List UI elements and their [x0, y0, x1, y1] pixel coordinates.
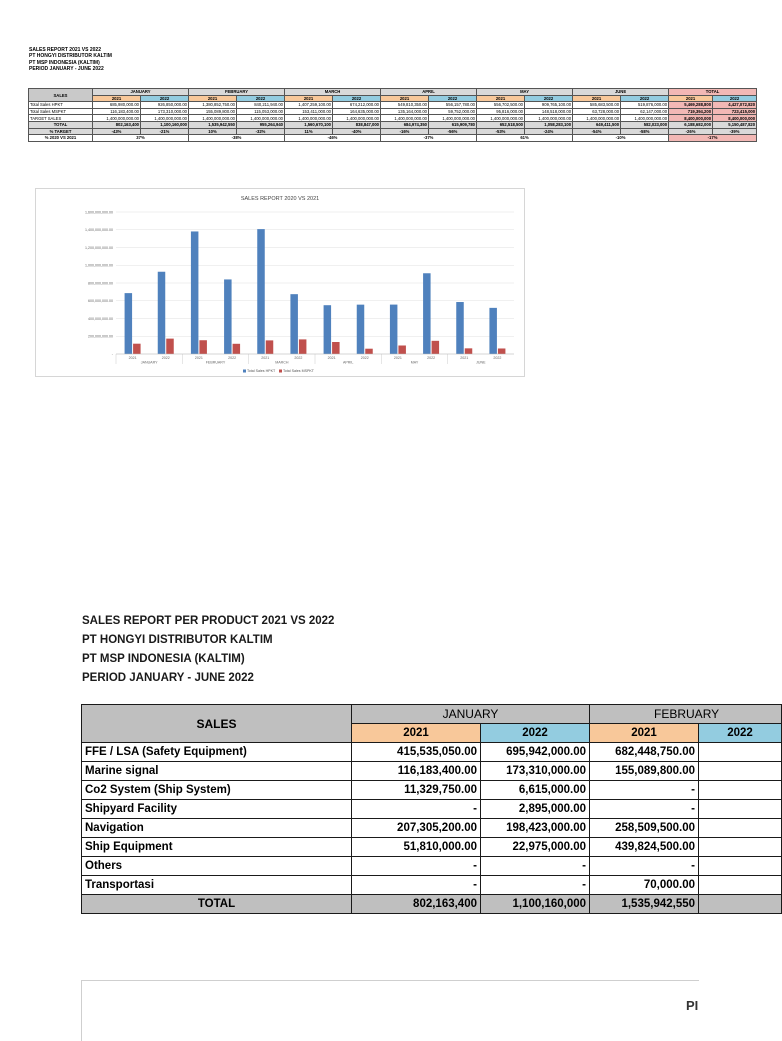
- summary-cell: 1,400,000,000.00: [525, 115, 573, 122]
- chart-bar: [398, 345, 406, 354]
- chart-bar: [125, 293, 133, 354]
- product-year-2021-header: 2021: [352, 724, 481, 743]
- chart-bar: [432, 341, 440, 354]
- sales-chart: [35, 188, 525, 377]
- chart-ytick-label: 1,000,000,000.00: [85, 263, 113, 268]
- product-value: 11,329,750.00: [352, 781, 481, 800]
- chart-bar: [332, 342, 340, 354]
- summary-cell: 135,164,000.00: [381, 108, 429, 115]
- next-page-box: [81, 980, 699, 1041]
- product-table: [81, 704, 782, 914]
- chart-group-label: MARCH: [275, 360, 289, 365]
- product-row: [82, 800, 782, 819]
- product-value: 51,810,000.00: [352, 838, 481, 857]
- summary-month-header: APRIL: [381, 89, 477, 96]
- product-value: -: [352, 800, 481, 819]
- summary-cell: 719,394,200: [669, 108, 713, 115]
- summary-month-header: MAY: [477, 89, 573, 96]
- product-value-cropped: [699, 781, 782, 800]
- summary-cell: -43%: [93, 128, 141, 135]
- summary-month-header: FEBRUARY: [189, 89, 285, 96]
- summary-cell: 1,100,160,000: [141, 121, 189, 128]
- summary-month-header: JUNE: [573, 89, 669, 96]
- chart-legend-label: Total Sales MSPKT: [283, 369, 314, 373]
- summary-cell: 1,535,942,550: [189, 121, 237, 128]
- chart-xtick-label: 2021: [327, 356, 336, 360]
- product-total-cropped: [699, 895, 782, 914]
- summary-cell: 926,850,000.00: [141, 102, 189, 109]
- year-2022-header: 2022: [621, 95, 669, 102]
- summary-cell: 556,157,780.00: [429, 102, 477, 109]
- summary-cell: 1,400,000,000.00: [189, 115, 237, 122]
- summary-cell: 549,810,350.00: [381, 102, 429, 109]
- product-sales-header: SALES: [82, 705, 352, 743]
- summary-cell: 1,407,259,100.00: [285, 102, 333, 109]
- product-month-header-february: FEBRUARY: [590, 705, 782, 724]
- product-value: 695,942,000.00: [481, 743, 590, 762]
- product-name: Co2 System (Ship System): [82, 781, 352, 800]
- summary-cell: 674,212,000.00: [333, 102, 381, 109]
- growth-cell: -37%: [381, 135, 477, 142]
- summary-cell: -21%: [141, 128, 189, 135]
- product-report-period: PERIOD JANUARY - JUNE 2022: [82, 672, 254, 684]
- product-name: Ship Equipment: [82, 838, 352, 857]
- chart-bar: [257, 229, 265, 354]
- chart-title: SALES REPORT 2020 VS 2021: [240, 196, 320, 202]
- product-report-header: [82, 612, 334, 688]
- year-2021-header: 2021: [573, 95, 621, 102]
- summary-cell: -24%: [525, 128, 573, 135]
- summary-row-label: Total Sales MSPKT: [29, 108, 93, 115]
- summary-row-label: TOTAL: [29, 121, 93, 128]
- chart-bar: [266, 340, 274, 354]
- product-value: 682,448,750.00: [590, 743, 699, 762]
- product-value-cropped: [699, 743, 782, 762]
- chart-xtick-label: 2021: [261, 356, 270, 360]
- product-value-cropped: [699, 800, 782, 819]
- summary-cell: 1,400,000,000.00: [573, 115, 621, 122]
- product-year-2021-header: 2021: [590, 724, 699, 743]
- chart-bar: [166, 339, 174, 354]
- summary-cell: -39%: [713, 128, 757, 135]
- chart-bar: [324, 305, 332, 354]
- chart-xtick-label: 2022: [161, 356, 170, 360]
- report-period: PERIOD JANUARY - JUNE 2022: [29, 66, 104, 73]
- summary-cell: 59,752,000.00: [429, 108, 477, 115]
- product-value: 6,615,000.00: [481, 781, 590, 800]
- product-value: -: [481, 857, 590, 876]
- year-2021-header: 2021: [93, 95, 141, 102]
- summary-cell: 582,023,000: [621, 121, 669, 128]
- summary-cell: 519,876,000.00: [621, 102, 669, 109]
- summary-cell: 5,150,487,820: [713, 121, 757, 128]
- summary-cell: 955,264,940: [237, 121, 285, 128]
- summary-cell: 164,635,000.00: [333, 108, 381, 115]
- chart-canvas: [36, 189, 524, 376]
- product-value: 198,423,000.00: [481, 819, 590, 838]
- product-value-cropped: [699, 857, 782, 876]
- product-value: -: [590, 781, 699, 800]
- year-2021-header: 2021: [381, 95, 429, 102]
- chart-legend-swatch: [279, 370, 282, 373]
- product-name: Shipyard Facility: [82, 800, 352, 819]
- product-total-value: 1,100,160,000: [481, 895, 590, 914]
- growth-cell: -46%: [285, 135, 381, 142]
- summary-cell: -54%: [573, 128, 621, 135]
- summary-sales-header: SALES: [29, 89, 93, 102]
- chart-bar: [290, 294, 298, 354]
- product-row: [82, 819, 782, 838]
- chart-xtick-label: 2022: [228, 356, 237, 360]
- summary-cell: 556,702,500.00: [477, 102, 525, 109]
- product-value: -: [481, 876, 590, 895]
- year-2022-header: 2022: [429, 95, 477, 102]
- product-name: Transportasi: [82, 876, 352, 895]
- product-value: -: [352, 876, 481, 895]
- summary-cell: -53%: [477, 128, 525, 135]
- product-total-row: [82, 895, 782, 914]
- chart-ytick-label: 800,000,000.00: [88, 281, 113, 286]
- product-name: FFE / LSA (Safety Equipment): [82, 743, 352, 762]
- growth-cell: -38%: [189, 135, 285, 142]
- chart-legend-swatch: [243, 370, 246, 373]
- summary-cell: 802,163,400: [93, 121, 141, 128]
- summary-cell: 155,089,800.00: [189, 108, 237, 115]
- summary-cell: 4,427,072,820: [713, 102, 757, 109]
- summary-cell: 1,400,000,000.00: [285, 115, 333, 122]
- chart-xtick-label: 2022: [493, 356, 502, 360]
- summary-row: [29, 121, 757, 128]
- product-year-2022-header: 2022: [481, 724, 590, 743]
- chart-bar: [133, 344, 141, 354]
- year-2021-header: 2021: [477, 95, 525, 102]
- product-value: -: [590, 800, 699, 819]
- chart-bar: [390, 305, 398, 354]
- chart-bar: [199, 340, 207, 354]
- growth-row: [29, 135, 757, 142]
- summary-cell: 1,560,670,100: [285, 121, 333, 128]
- product-name: Others: [82, 857, 352, 876]
- summary-cell: -58%: [621, 128, 669, 135]
- summary-cell: 6,188,682,000: [669, 121, 713, 128]
- summary-cell: -40%: [333, 128, 381, 135]
- summary-cell: 838,847,000: [333, 121, 381, 128]
- year-2022-header: 2022: [333, 95, 381, 102]
- summary-cell: 652,518,500: [477, 121, 525, 128]
- growth-cell: -10%: [573, 135, 669, 142]
- year-2022-header: 2022: [525, 95, 573, 102]
- chart-bar: [465, 348, 473, 354]
- chart-bar: [233, 344, 241, 354]
- growth-cell: 37%: [93, 135, 189, 142]
- product-partner-name: PT MSP INDONESIA (KALTIM): [82, 653, 245, 665]
- summary-cell: 1,400,000,000.00: [333, 115, 381, 122]
- product-value: -: [590, 857, 699, 876]
- summary-cell: 1,380,852,750.00: [189, 102, 237, 109]
- chart-xtick-label: 2021: [393, 356, 402, 360]
- growth-cell: 61%: [477, 135, 573, 142]
- product-value: 22,975,000.00: [481, 838, 590, 857]
- summary-cell: -16%: [381, 128, 429, 135]
- summary-cell: 1,400,000,000.00: [381, 115, 429, 122]
- chart-bar: [456, 302, 464, 354]
- chart-bar: [191, 231, 199, 354]
- product-row: [82, 781, 782, 800]
- product-value: 173,310,000.00: [481, 762, 590, 781]
- summary-cell: 685,980,000.00: [93, 102, 141, 109]
- product-value: 2,895,000.00: [481, 800, 590, 819]
- product-company-name: PT HONGYI DISTRIBUTOR KALTIM: [82, 634, 273, 646]
- summary-cell: 10%: [189, 128, 237, 135]
- product-value-cropped: [699, 762, 782, 781]
- chart-ytick-label: 1,200,000,000.00: [85, 245, 113, 250]
- summary-cell: 1,400,000,000.00: [141, 115, 189, 122]
- summary-cell: 8,400,000,000: [713, 115, 757, 122]
- product-value-cropped: [699, 819, 782, 838]
- summary-cell: 116,183,400.00: [93, 108, 141, 115]
- chart-ytick-label: 1,600,000,000.00: [85, 210, 113, 215]
- product-year-2022-header: 2022: [699, 724, 782, 743]
- summary-cell: 649,411,500: [573, 121, 621, 128]
- product-total-value: 1,535,942,550: [590, 895, 699, 914]
- chart-ytick-label: -: [111, 352, 113, 357]
- chart-xtick-label: 2022: [294, 356, 303, 360]
- chart-xtick-label: 2022: [427, 356, 436, 360]
- partner-name: PT MSP INDONESIA (KALTIM): [29, 59, 100, 66]
- summary-cell: 115,053,000.00: [237, 108, 285, 115]
- year-2021-header: 2021: [669, 95, 713, 102]
- product-row: [82, 876, 782, 895]
- summary-row: [29, 102, 757, 109]
- summary-cell: 95,816,000.00: [477, 108, 525, 115]
- summary-cell: 63,728,000.00: [573, 108, 621, 115]
- summary-month-header: JANUARY: [93, 89, 189, 96]
- chart-ytick-label: 200,000,000.00: [88, 334, 113, 339]
- summary-cell: 148,518,000.00: [525, 108, 573, 115]
- growth-cell: -17%: [669, 135, 757, 142]
- summary-cell: -56%: [429, 128, 477, 135]
- product-table-viewport: [81, 704, 753, 914]
- growth-row-label: % 2020 VS 2021: [29, 135, 93, 142]
- summary-cell: 1,400,000,000.00: [429, 115, 477, 122]
- year-2022-header: 2022: [237, 95, 285, 102]
- summary-cell: 5,469,288,800: [669, 102, 713, 109]
- chart-group-label: JANUARY: [140, 360, 158, 365]
- report-title: SALES REPORT 2021 VS 2022: [29, 47, 101, 53]
- chart-xtick-label: 2022: [360, 356, 369, 360]
- chart-group-label: FEBRUARY: [205, 360, 226, 365]
- summary-cell: 173,310,000.00: [141, 108, 189, 115]
- year-2022-header: 2022: [713, 95, 757, 102]
- summary-row-label: Total Sales HPKT: [29, 102, 93, 109]
- summary-row: [29, 115, 757, 122]
- summary-cell: 909,765,100.00: [525, 102, 573, 109]
- chart-bar: [357, 305, 365, 354]
- chart-ytick-label: 1,400,000,000.00: [85, 228, 113, 233]
- product-value: -: [352, 857, 481, 876]
- year-2021-header: 2021: [285, 95, 333, 102]
- chart-bar: [489, 308, 497, 354]
- chart-xtick-label: 2021: [128, 356, 137, 360]
- product-value: 70,000.00: [590, 876, 699, 895]
- chart-bar: [423, 273, 431, 354]
- summary-row-label: % TARGET: [29, 128, 93, 135]
- product-row: [82, 838, 782, 857]
- summary-cell: 615,909,780: [429, 121, 477, 128]
- chart-group-label: JUNE: [476, 360, 486, 365]
- chart-xtick-label: 2021: [194, 356, 203, 360]
- summary-cell: 1,400,000,000.00: [237, 115, 285, 122]
- company-name: PT HONGYI DISTRIBUTOR KALTIM: [29, 53, 112, 60]
- summary-cell: 8,400,000,000: [669, 115, 713, 122]
- chart-bar: [365, 349, 373, 354]
- product-month-header-january: JANUARY: [352, 705, 590, 724]
- summary-row: [29, 128, 757, 135]
- summary-cell: -26%: [669, 128, 713, 135]
- summary-table: [28, 88, 757, 142]
- product-value: 116,183,400.00: [352, 762, 481, 781]
- product-value: 155,089,800.00: [590, 762, 699, 781]
- product-value: 207,305,200.00: [352, 819, 481, 838]
- product-value-cropped: [699, 876, 782, 895]
- summary-cell: 11%: [285, 128, 333, 135]
- year-2021-header: 2021: [189, 95, 237, 102]
- summary-cell: 1,058,283,100: [525, 121, 573, 128]
- product-value: 258,509,500.00: [590, 819, 699, 838]
- report-header: [29, 47, 112, 73]
- summary-month-header: MARCH: [285, 89, 381, 96]
- summary-cell: 684,974,350: [381, 121, 429, 128]
- summary-cell: -32%: [237, 128, 285, 135]
- product-row: [82, 857, 782, 876]
- chart-legend-label: Total Sales HPKT: [247, 369, 276, 373]
- summary-row: [29, 108, 757, 115]
- chart-group-label: APRIL: [342, 360, 354, 365]
- product-value-cropped: [699, 838, 782, 857]
- summary-cell: 585,683,500.00: [573, 102, 621, 109]
- summary-cell: 62,147,000.00: [621, 108, 669, 115]
- chart-ytick-label: 400,000,000.00: [88, 316, 113, 321]
- summary-cell: 840,211,940.00: [237, 102, 285, 109]
- summary-cell: 1,400,000,000.00: [621, 115, 669, 122]
- summary-cell: 153,411,000.00: [285, 108, 333, 115]
- product-total-label: TOTAL: [82, 895, 352, 914]
- summary-total-header: TOTAL: [669, 89, 757, 96]
- product-total-value: 802,163,400: [352, 895, 481, 914]
- product-report-title: SALES REPORT PER PRODUCT 2021 VS 2022: [82, 615, 335, 627]
- chart-bar: [158, 272, 166, 354]
- chart-bar: [299, 339, 307, 354]
- summary-cell: 723,415,000: [713, 108, 757, 115]
- chart-xtick-label: 2021: [460, 356, 469, 360]
- product-name: Navigation: [82, 819, 352, 838]
- chart-group-label: MAY: [410, 360, 419, 365]
- product-row: [82, 762, 782, 781]
- summary-cell: 1,400,000,000.00: [477, 115, 525, 122]
- chart-bar: [498, 348, 506, 354]
- year-2022-header: 2022: [141, 95, 189, 102]
- product-value: 439,824,500.00: [590, 838, 699, 857]
- chart-ytick-label: 600,000,000.00: [88, 299, 113, 304]
- chart-bar: [224, 279, 232, 354]
- next-page-text: PI: [686, 998, 699, 1013]
- product-value: 415,535,050.00: [352, 743, 481, 762]
- summary-row-label: TARGET SALES: [29, 115, 93, 122]
- summary-cell: 1,400,000,000.00: [93, 115, 141, 122]
- product-name: Marine signal: [82, 762, 352, 781]
- product-row: [82, 743, 782, 762]
